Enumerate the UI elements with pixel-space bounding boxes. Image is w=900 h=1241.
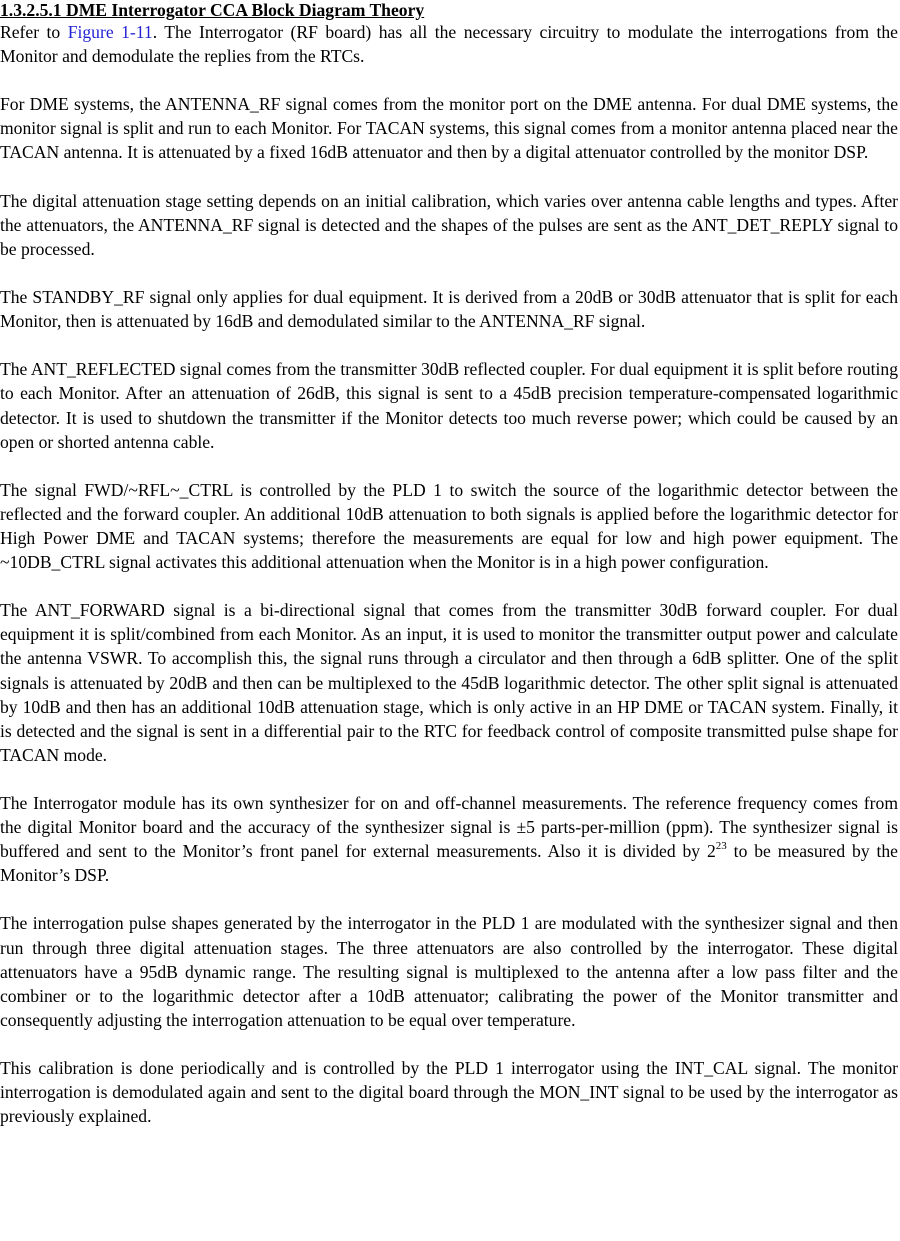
paragraph-1 — [0, 20, 898, 68]
section-heading — [0, 0, 898, 20]
paragraph-1-pre: Refer to — [0, 22, 68, 42]
paragraph-9: The interrogation pulse shapes generated by the interrogator in the PLD 1 are modulated with the synthesizer signal and then run through three digital attenuation stages. The three attenuators are also controlled by the interrogator. These digital attenuators have a 95dB dynamic range. The resulting signal is multiplexed to the antenna after a low pass filter and the combiner or to the logarithmic detector after a 10dB attenuator; calibrating the power of the Monitor transmitter and consequently adjusting the interrogation attenuation to be equal over temperature. — [0, 913, 898, 1030]
section-number: 1.3.2.5.1 — [0, 0, 62, 20]
paragraph-3: The digital attenuation stage setting depends on an initial calibration, which varies over antenna cable lengths and types. After the attenuators, the ANTENNA_RF signal is detected and the shapes of the pulses are sent as the ANT_DET_REPLY signal to be processed. — [0, 190, 898, 259]
figure-reference-link[interactable]: Figure 1-11 — [67, 22, 153, 42]
paragraph-7: The ANT_FORWARD signal is a bi-directional signal that comes from the transmitter 30dB forward coupler. For dual equipment it is split/combined from each Monitor. As an input, it is used to monitor the transmitter output power and calculate the antenna VSWR. To accomplish this, the signal runs through a circulator and then through a 6dB splitter. One of the split signals is attenuated by 20dB and then can be multiplexed to the 45dB logarithmic detector. The other split signal is attenuated by 10dB and then has an additional 10dB attenuation stage, which is only active in an HP DME or TACAN system. Finally, it is detected and the signal is sent in a differential pair to the RTC for feedback control of composite transmitted pulse shape for TACAN mode. — [0, 600, 898, 765]
paragraph-10: This calibration is done periodically and is controlled by the PLD 1 interrogator using the INT_CAL signal. The monitor interrogation is demodulated again and sent to the digital board through the MON_INT signal to be used by the interrogator as previously explained. — [0, 1058, 898, 1127]
paragraph-8 — [0, 791, 898, 887]
paragraph-5: The ANT_REFLECTED signal comes from the transmitter 30dB reflected coupler. For dual equipment it is split before routing to each Monitor. After an attenuation of 26dB, this signal is sent to a 45dB precision temperature-compensated logarithmic detector. It is used to shutdown the transmitter if the Monitor detects too much reverse power; which could be caused by an open or shorted antenna cable. — [0, 359, 898, 452]
paragraph-1-post: . The Interrogator (RF board) has all the necessary circuitry to modulate the interrogations from the Monitor and demodulate the replies from the RTCs. — [0, 22, 898, 67]
paragraph-8-exponent: 23 — [715, 840, 727, 853]
paragraph-2: For DME systems, the ANTENNA_RF signal comes from the monitor port on the DME antenna. For dual DME systems, the monitor signal is split and run to each Monitor. For TACAN systems, this signal comes from a monitor antenna placed near the TACAN antenna. It is attenuated by a fixed 16dB attenuator and then by a digital attenuator controlled by the monitor DSP. — [0, 94, 898, 163]
paragraph-4: The STANDBY_RF signal only applies for dual equipment. It is derived from a 20dB or 30dB attenuator that is split for each Monitor, then is attenuated by 16dB and demodulated similar to the ANTENNA_RF signal. — [0, 287, 898, 332]
paragraph-6: The signal FWD/~RFL~_CTRL is controlled by the PLD 1 to switch the source of the logarithmic detector between the reflected and the forward coupler. An additional 10dB attenuation to both signals is applied before the logarithmic detector for High Power DME and TACAN systems; therefore the measurements are equal for low and high power equipment. The ~10DB_CTRL signal activates this additional attenuation when the Monitor is in a high power configuration. — [0, 479, 898, 573]
section-title: DME Interrogator CCA Block Diagram Theory — [65, 0, 425, 20]
paragraph-8-pre: The Interrogator module has its own synthesizer for on and off-channel measurements. The reference frequency comes from the digital Monitor board and the accuracy of the synthesizer signal is ±5 parts-per-million (ppm). The synthesizer signal is buffered and sent to the Monitor’s front panel for external measurements. Also it is divided by 2 — [0, 793, 898, 862]
paragraph-8-post: to be measured by the Monitor’s DSP. — [0, 841, 898, 886]
